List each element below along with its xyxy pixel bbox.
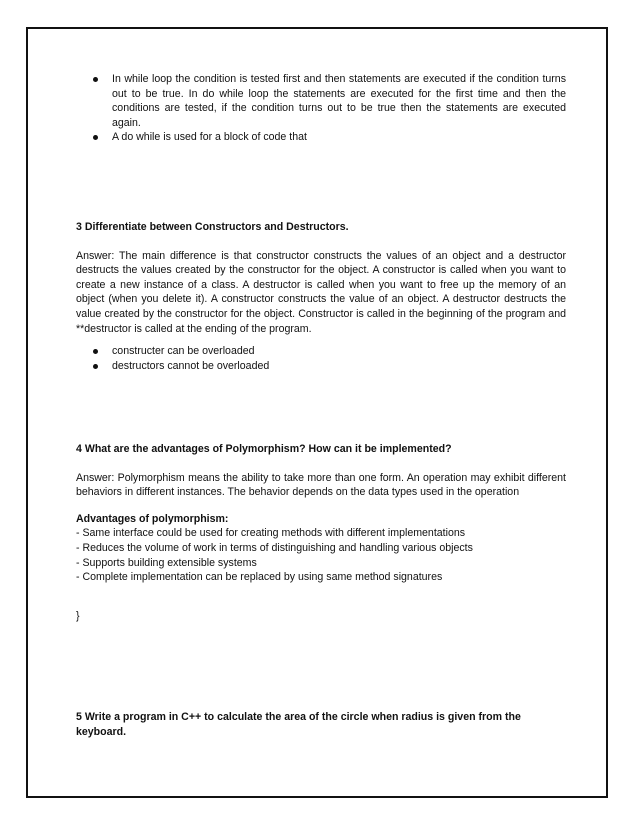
list-item (76, 72, 566, 130)
question-3 (76, 220, 566, 373)
question-3-answer: Answer: The main difference is that constructor constructs the values of an object and a destructor destructs the values created by the constructor for the object. A constructor is called when you want to create a new instance of a class. A destructor is called when you want to free up the memory of an object (when you delete it). A constructor constructs the value of an object. A destructor destructs the value created by the constructor for the object. Constructor is called in the beginning of the program and **destructor is called at the ending of the program. (76, 249, 566, 335)
question-3-heading: 3 Differentiate between Constructors and Destructors. (76, 221, 349, 233)
question-3-bullet-list (76, 344, 566, 373)
advantage-line: - Supports building extensible systems (76, 556, 257, 569)
advantage-line: - Same interface could be used for creating methods with different implementations (76, 527, 466, 540)
closing-brace: } (76, 609, 80, 622)
loop-bullet-list (76, 72, 566, 145)
bullet-text: In while loop the condition is tested first and then statements are executed if the condition turns out to be true. In do while loop the statements are executed for the first time and then the conditions are tested, if the condition turns out to be true then the statements are executed again. (112, 73, 566, 129)
bullet-text: A do while is used for a block of code that (112, 131, 307, 144)
list-item (76, 344, 566, 359)
question-4 (76, 442, 566, 623)
bullet-icon (93, 77, 98, 82)
bullet-icon (93, 349, 98, 354)
question-4-answer: Answer: Polymorphism means the ability to take more than one form. An operation may exhibit different behaviors in different instances. The behavior depends on the data types used in the operation (76, 471, 566, 499)
bullet-icon (93, 135, 98, 140)
question-5 (76, 710, 566, 739)
advantage-line: - Complete implementation can be replaced by using same method signatures (76, 571, 443, 584)
list-item (76, 359, 566, 374)
bullet-icon (93, 364, 98, 369)
question-5-heading: 5 Write a program in C++ to calculate the area of the circle when radius is given from the keyboard. (76, 711, 521, 738)
advantage-line: - Reduces the volume of work in terms of distinguishing and handling various objects (76, 541, 473, 554)
bullet-text: constructer can be overloaded (112, 345, 255, 358)
loop-section (76, 72, 566, 145)
advantages-title: Advantages of polymorphism: (76, 512, 229, 525)
bullet-text: destructors cannot be overloaded (112, 359, 270, 372)
list-item (76, 130, 566, 145)
question-4-heading: 4 What are the advantages of Polymorphism? How can it be implemented? (76, 443, 452, 455)
